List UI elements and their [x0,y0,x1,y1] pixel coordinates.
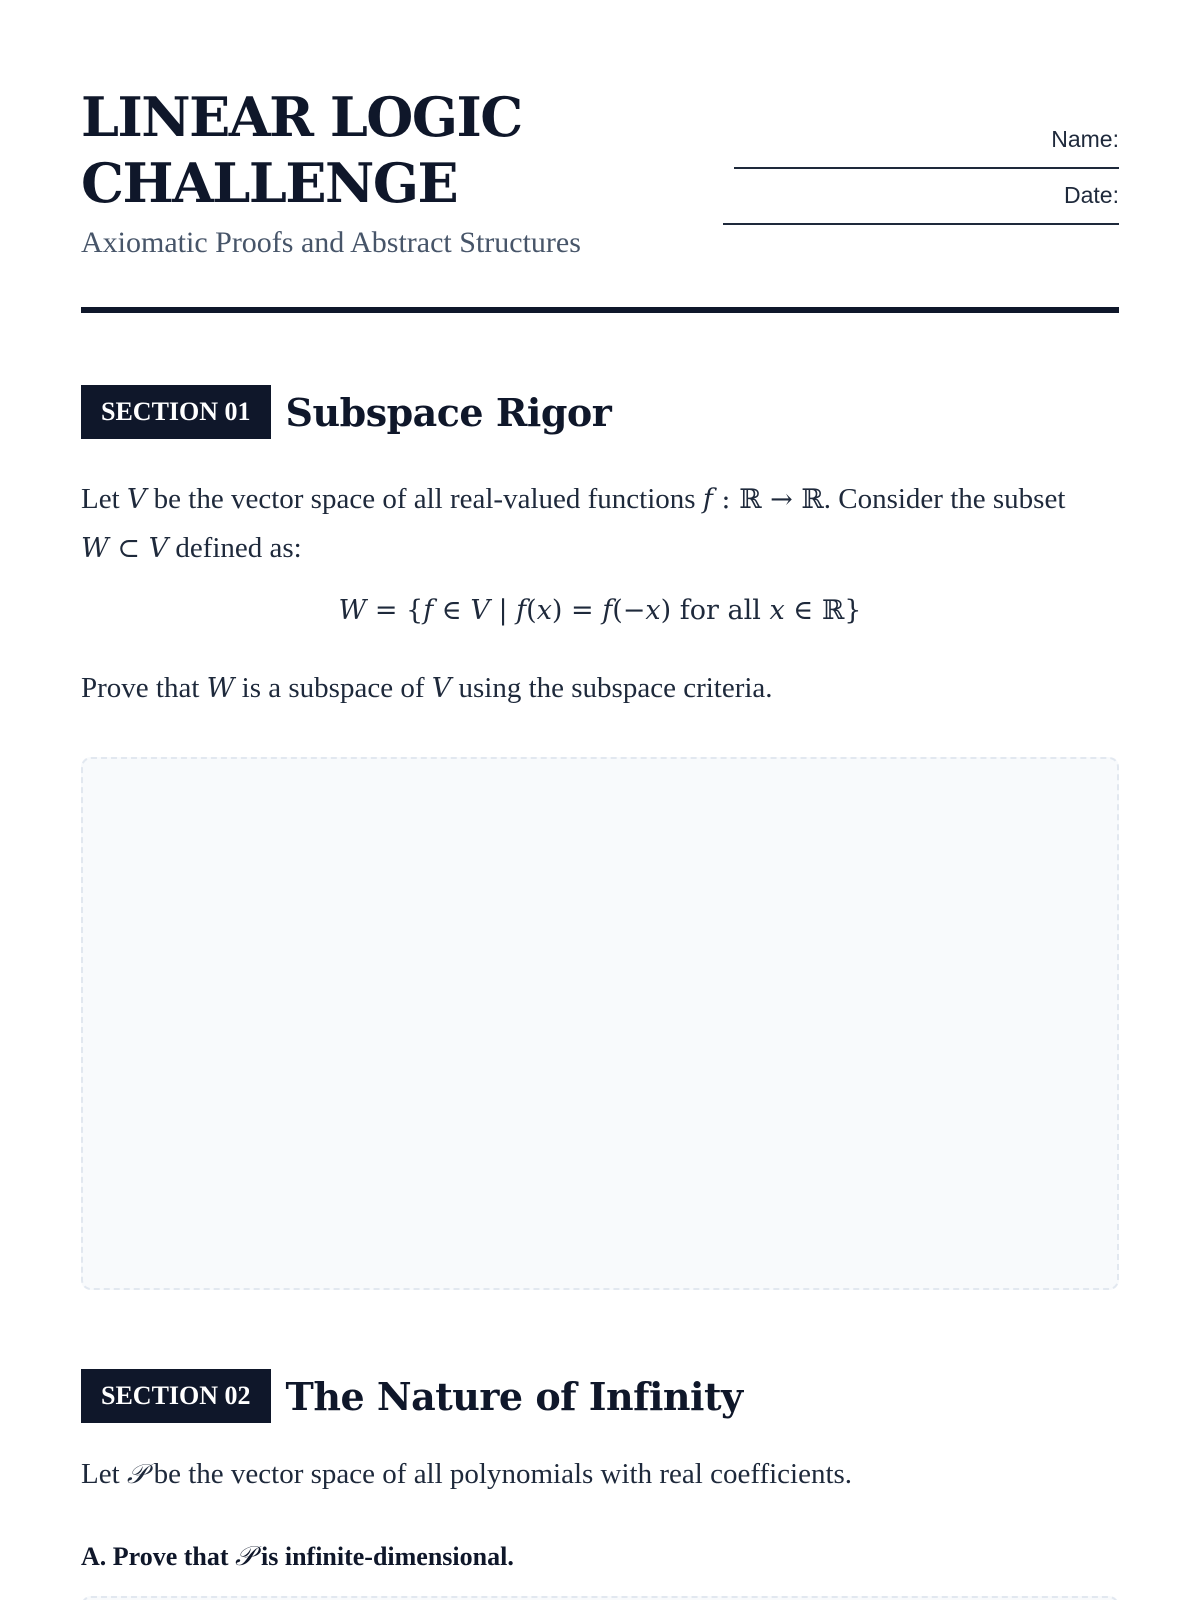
section-1-badge: SECTION 01 [81,385,271,439]
eq-part: = { [366,595,424,626]
math-symbol: f [702,484,713,515]
intro-text: Let [81,483,127,515]
eq-part: x [769,595,785,626]
eq-part: ( [526,595,537,626]
worksheet-subtitle: Axiomatic Proofs and Abstract Structures [81,226,581,259]
eq-part: ) [660,595,680,626]
eq-part: (− [612,595,646,626]
name-label: Name: [1051,126,1119,152]
math-symbol: 𝒫 [235,1541,255,1572]
section-2-title: The Nature of Infinity [285,1373,743,1419]
task-text: Prove that [81,672,207,704]
worksheet-header [81,84,1119,314]
eq-part: x [536,595,552,626]
eq-part: x [645,595,661,626]
intro-text: defined as: [168,532,302,564]
subspace-definition-equation [81,594,1119,627]
section-2-intro [81,1450,1119,1499]
name-field[interactable] [734,151,1119,169]
title-line-1: LINEAR LOGIC [81,85,522,149]
math-symbol: W [81,533,109,564]
eq-part: f [602,595,613,626]
math-symbol: V [431,673,452,704]
eq-part: ∈ ℝ} [784,595,862,626]
eq-part: ) = [551,595,603,626]
section-1-task [81,664,1119,713]
section-1-answer-area[interactable] [81,757,1119,1290]
prompt-text: A. Prove that [81,1542,236,1571]
part-a-answer-area[interactable] [81,1596,1119,1600]
intro-text: be the vector space of all real-valued functions [146,483,703,515]
prompt-text: is infinite-dimensional. [254,1542,514,1571]
math-symbol: : ℝ → ℝ [712,484,824,515]
section-2-heading [81,1369,743,1423]
task-text: is a subspace of [234,672,432,704]
date-field[interactable] [723,207,1119,225]
title-line-2: CHALLENGE [81,151,458,215]
eq-part: f [516,595,527,626]
part-a-prompt [81,1541,514,1573]
eq-part: f [423,595,434,626]
eq-part: V [470,595,490,626]
intro-text: . Consider the subset [823,483,1066,515]
student-info [719,127,1119,239]
math-symbol: ⊂ [108,533,149,564]
math-symbol: V [126,484,147,515]
math-symbol: W [206,673,235,704]
task-text: using the subspace criteria. [451,672,773,704]
eq-part: | [489,595,517,626]
header-divider [81,307,1119,313]
intro-text: be the vector space of all polynomials with real coefficients. [146,1458,853,1490]
math-symbol: 𝒫 [126,1459,147,1490]
section-2-badge: SECTION 02 [81,1369,271,1423]
eq-part: W [338,595,367,626]
eq-part: for all [679,595,770,626]
eq-part: ∈ [433,595,471,626]
section-1-heading [81,385,611,439]
math-symbol: V [148,533,169,564]
date-label: Date: [1064,182,1119,208]
intro-text: Let [81,1458,127,1490]
section-1-title: Subspace Rigor [285,389,612,435]
section-1-intro [81,475,1119,573]
